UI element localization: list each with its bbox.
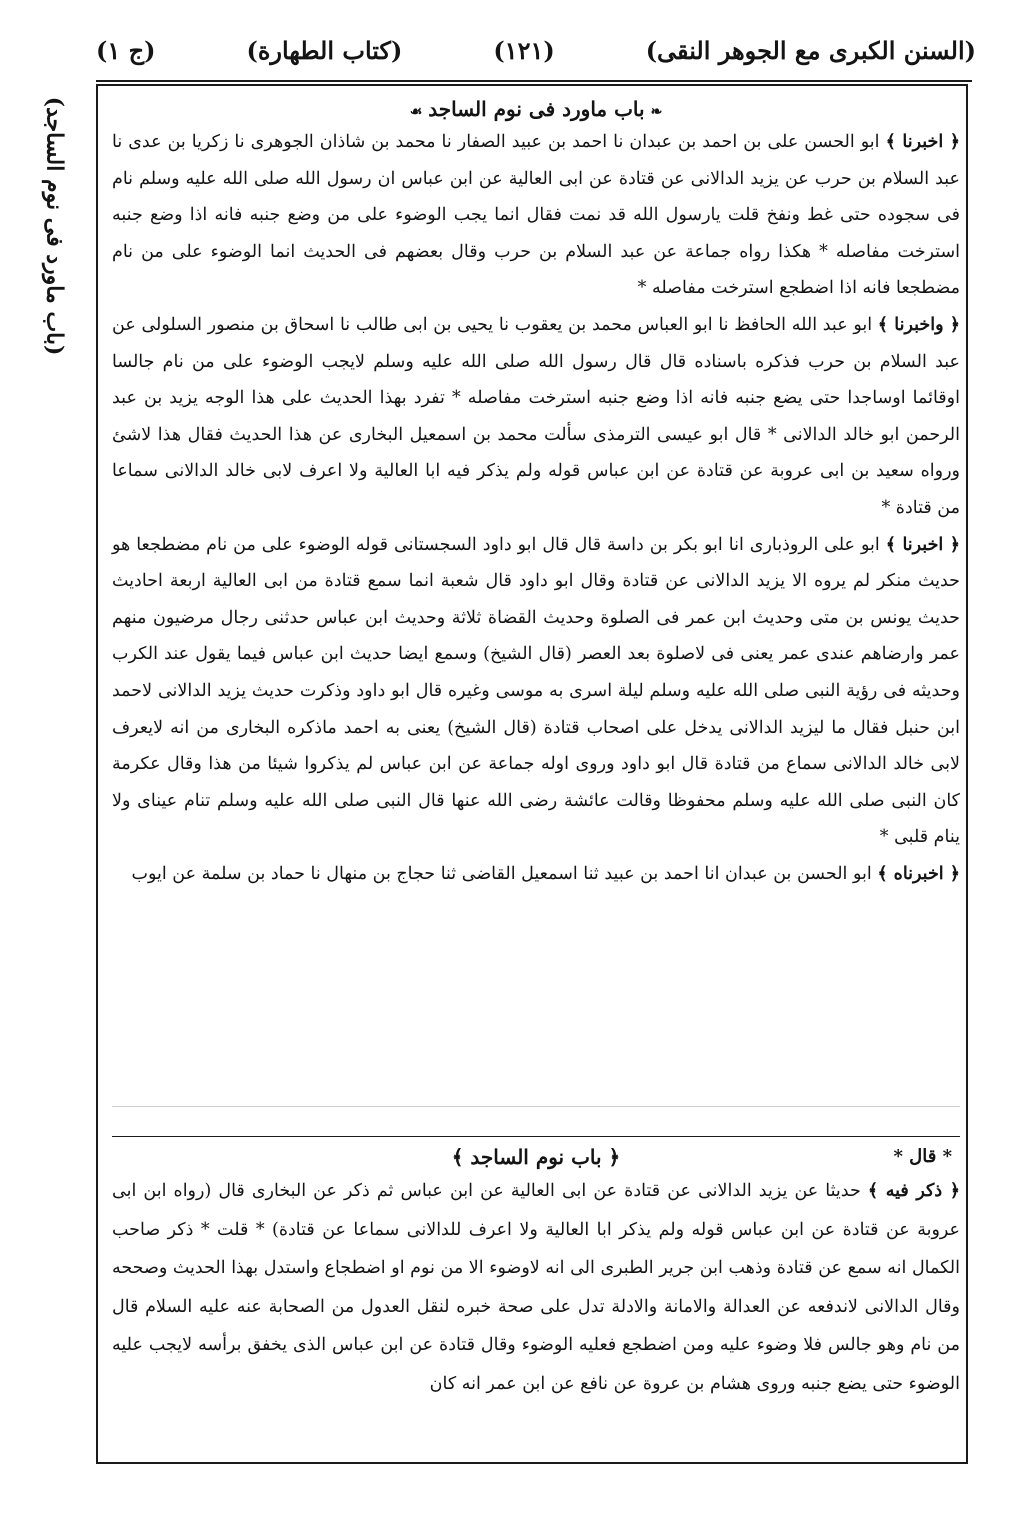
- book-title: (السنن الكبرى مع الجوهر النقى): [645, 35, 976, 65]
- narration-opener: ﴿ اخبرناه ﴾: [877, 863, 960, 884]
- footnote-section: [112, 1142, 960, 1462]
- qala-label: * قال *: [893, 1146, 952, 1167]
- footnote-paragraph: [112, 1172, 960, 1404]
- ornament-right-icon: ❧: [650, 104, 663, 120]
- paragraph-text: ابو الحسن على بن احمد بن عبدان نا احمد بن عبيد الصفار نا محمد بن شاذان الجوهرى نا زكريا بن عدى نا عبد السلام بن حرب عن يزيد الدالانى عن قتادة عن ابى العالية عن ابن عباس ان رسول الله صلى الله عليه وسلم نام فى سجوده حتى غط ونفخ قلت يارسول الله قد نمت فقال انما يجب الوضوء على من وضع جنبه فانه اذا وضع جنبه استرخت مفاصله * هكذا رواه جماعة عن عبد السلام بن حرب وقال بعضهم فى الحديث انما الوضوء على من نام مضطجعا فانه اذا اضطجع استرخت مفاصله *: [112, 132, 960, 299]
- paragraph-text: ابو على الروذبارى انا ابو بكر بن داسة قال قال ابو داود السجستانى قوله الوضوء على من نام مضطجعا هو حديث منكر لم يروه الا يزيد الدالانى عن قتادة وقال ابو داود قال شعبة انما سمع قتادة من ابى العالية اربعة احاديث حديث يونس بن متى وحديث ابن عمر فى الصلوة وحديث القضاة ثلاثة وحديث ابن عباس حدثنى رجال مرضيون منهم عمر وارضاهم عندى عمر يعنى فى لاصلوة بعد العصر (قال الشيخ) وسمع ايضا حديث ابن عباس فيما يقول عند الكرب وحديثه فى رؤية النبى صلى الله عليه وسلم ليلة اسرى به موسى وغيره قال ابو داود وذكرت حديث يزيد الدالانى لاحمد ابن حنبل فقال ما ليزيد الدالانى يدخل على اصحاب قتادة (قال الشيخ) يعنى به احمد ماذكره البخارى من انه لايعرف لابى خالد الدالانى سماع من قتادة قال ابو داود وروى اوله جماعة عن ابن عباس لم يذكروا شيئا من هذا وقال عكرمة كان النبى صلى الله عليه وسلم محفوظا وقالت عائشة رضى الله عنها قال النبى صلى الله عليه وسلم تنام عيناى ولا ينام قلبى *: [112, 534, 960, 848]
- margin-note: [14, 96, 94, 356]
- hadith-paragraph: [112, 307, 960, 527]
- section-name: (كتاب الطهارة): [246, 35, 403, 65]
- narration-opener: ﴿ اخبرنا ﴾: [885, 534, 961, 555]
- margin-note-text: (باب ماورد فى نوم الساجد): [41, 96, 67, 356]
- header-rule: [96, 80, 972, 82]
- footnote-heading-row: [112, 1142, 960, 1172]
- narration-opener: ﴿ اخبرنا ﴾: [885, 132, 960, 152]
- footnote-divider: [112, 1136, 960, 1137]
- hadith-paragraph: [112, 856, 960, 893]
- page-number: (١٢١): [493, 35, 555, 65]
- hadith-paragraph: [112, 124, 960, 307]
- blank-rule: [112, 1106, 960, 1107]
- chapter-title: [112, 94, 960, 124]
- hadith-paragraph: [112, 527, 960, 856]
- footnote-text: حديثا عن يزيد الدالانى عن قتادة عن ابى العالية عن ابن عباس ثم ذكر عن البخارى قال (رواه ابن ابى عروبة عن قتادة عن ابن عباس قوله ولم يذكر ابا العالية ولا اعرف للدالانى سماعا عن قتادة) * قلت * ذكر صاحب الكمال انه سمع عن قتادة وذهب ابن جرير الطبرى الى انه لاوضوء الا من نوم او اضطجاع واستدل بهذا الحديث وصححه وقال الدالانى لاندفعه عن العدالة والامانة والادلة تدل على صحة خبره لنقل العدول من الصحابة عنه عليه السلام قال من نام وهو جالس فلا وضوء عليه ومن اضطجع فعليه الوضوء وقال قتادة عن ابن عباس الذى يخفق برأسه لايجب عليه الوضوء حتى يضع جنبه وروى هشام بن عروة عن نافع عن ابن عمر انه كان: [112, 1181, 960, 1394]
- footnote-opener: ﴿ ذكر فيه ﴾: [867, 1181, 960, 1201]
- paragraph-text: ابو الحسن بن عبدان انا احمد بن عبيد ثنا اسمعيل القاضى ثنا حجاج بن منهال نا حماد بن سلمة عن ايوب: [131, 863, 872, 884]
- paragraph-text: ابو عبد الله الحافظ نا ابو العباس محمد بن يعقوب نا يحيى بن ابى طالب نا اسحاق بن منصور السلولى عن عبد السلام بن حرب فذكره باسناده قال قال رسول الله صلى الله عليه وسلم لايجب الوضوء على من نام جالسا اوقائما اوساجدا حتى يضع جنبه فانه اذا وضع جنبه استرخت مفاصله * تفرد بهذا الحديث على هذا الوجه يزيد بن عبد الرحمن ابو خالد الدالانى * قال ابو عيسى الترمذى سألت محمد بن اسمعيل البخارى عن هذا الحديث فقال هذا لاشئ ورواه سعيد بن ابى عروبة عن قتادة عن ابن عباس قوله ولم يذكر فيه ابا العالية ولا اعرف لابى خالد الدالانى سماعا من قتادة *: [112, 314, 960, 518]
- ornament-left-icon: ☙: [409, 104, 423, 120]
- chapter-title-text: باب ماورد فى نوم الساجد: [428, 97, 645, 121]
- footnote-chapter-title: ﴿ باب نوم الساجد ﴾: [451, 1145, 621, 1169]
- narration-opener: ﴿ واخبرنا ﴾: [877, 314, 960, 335]
- page-header: [96, 26, 976, 74]
- volume-number: (ج ١): [96, 35, 156, 65]
- main-text: [112, 94, 960, 924]
